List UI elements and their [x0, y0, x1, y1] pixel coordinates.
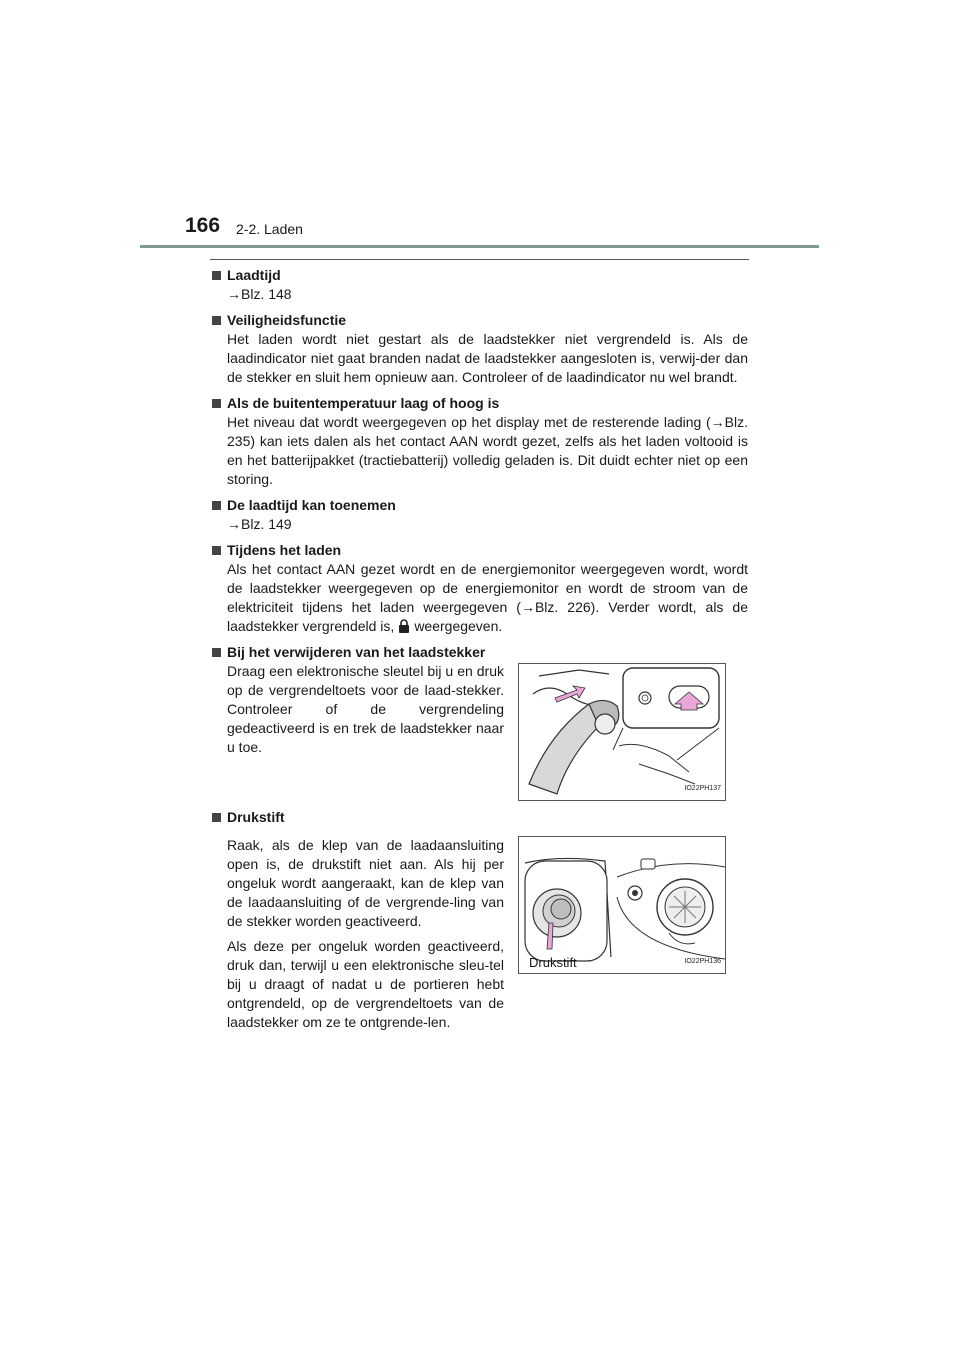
- section-text: Raak, als de klep van de laadaansluiting open is, de drukstift niet aan. Als hij per ongeluk wordt aangeraakt, kan de klep van de laadaansluiting of de vergrende-ling van de stekker worden geactiveerd. Als deze per ongeluk worden geactiveerd, druk dan, terwijl u een elektronische sleu-tel bij u draagt of nadat u de portieren hebt ontgrendeld, op de vergrendeltoets van de laadstekker om ze te ontgrende-len.: [227, 837, 504, 1030]
- section-drukstift: [212, 808, 748, 1038]
- content-rule: [210, 259, 749, 260]
- section-title: 2-2. Laden: [236, 221, 303, 237]
- section-laadtijd-toenemen: [212, 496, 748, 534]
- bullet-square-icon: [212, 399, 221, 408]
- bullet-square-icon: [212, 501, 221, 510]
- section-text: Als het contact AAN gezet wordt en de energiemonitor weergegeven wordt, wordt de laadstekker weergegeven op de energiemonitor en wordt de stroom van de elektriciteit tijdens het laden weergegeven (→Blz. 226). Verder wordt, als de laadstekker vergrendeld is, weergegeven.: [227, 561, 748, 634]
- drukstift-label: Drukstift: [529, 955, 577, 970]
- section-heading: Veiligheidsfunctie: [227, 312, 347, 328]
- bullet-square-icon: [212, 316, 221, 325]
- header-rule: [140, 245, 819, 248]
- bullet-square-icon: [212, 648, 221, 657]
- bullet-square-icon: [212, 271, 221, 280]
- section-laadtijd: [212, 266, 748, 304]
- push-pin-illustration: [518, 836, 726, 974]
- section-heading: Als de buitentemperatuur laag of hoog is: [227, 395, 500, 411]
- section-text: Het niveau dat wordt weergegeven op het display met de resterende lading (→Blz. 235) kan iets dalen als het contact AAN wordt gezet, zelfs als het laden voltooid is en het batterijpakket (tractiebatterij) volledig geladen is. Dit duidt echter niet op een storing.: [227, 414, 748, 487]
- section-tijdens-laden: [212, 541, 748, 636]
- section-text: Draag een elektronische sleutel bij u en druk op de vergrendeltoets voor de laad-stekker. Controleer of de vergrendeling gedeactiveerd is en trek de laadstekker naar u toe.: [227, 663, 504, 755]
- section-verwijderen-laadstekker: [212, 643, 748, 801]
- section-veiligheidsfunctie: [212, 311, 748, 387]
- section-heading: Tijdens het laden: [227, 542, 342, 558]
- page-reference: →Blz. 148: [227, 286, 292, 302]
- section-heading: De laadtijd kan toenemen: [227, 497, 396, 513]
- section-buitentemperatuur: [212, 394, 748, 489]
- section-heading: Drukstift: [227, 809, 285, 825]
- page-reference: →Blz. 149: [227, 516, 292, 532]
- section-heading: Laadtijd: [227, 267, 281, 283]
- section-heading: Bij het verwijderen van het laadstekker: [227, 644, 486, 660]
- figure-code: IO22PH136: [684, 958, 721, 965]
- figure-code: IO22PH137: [684, 785, 721, 792]
- bullet-square-icon: [212, 546, 221, 555]
- page-content: [212, 266, 748, 1045]
- page-number: 166: [185, 214, 221, 237]
- charging-plug-illustration: [518, 663, 726, 801]
- padlock-icon: [398, 619, 410, 633]
- section-text: Het laden wordt niet gestart als de laadstekker niet vergrendeld is. Als de laadindicator niet gaat branden nadat de laadstekker aangesloten is, verwij-der dan de stekker en sluit hem opnieuw aan. Controleer of de laadindicator nu wel brandt.: [227, 331, 748, 385]
- bullet-square-icon: [212, 813, 221, 822]
